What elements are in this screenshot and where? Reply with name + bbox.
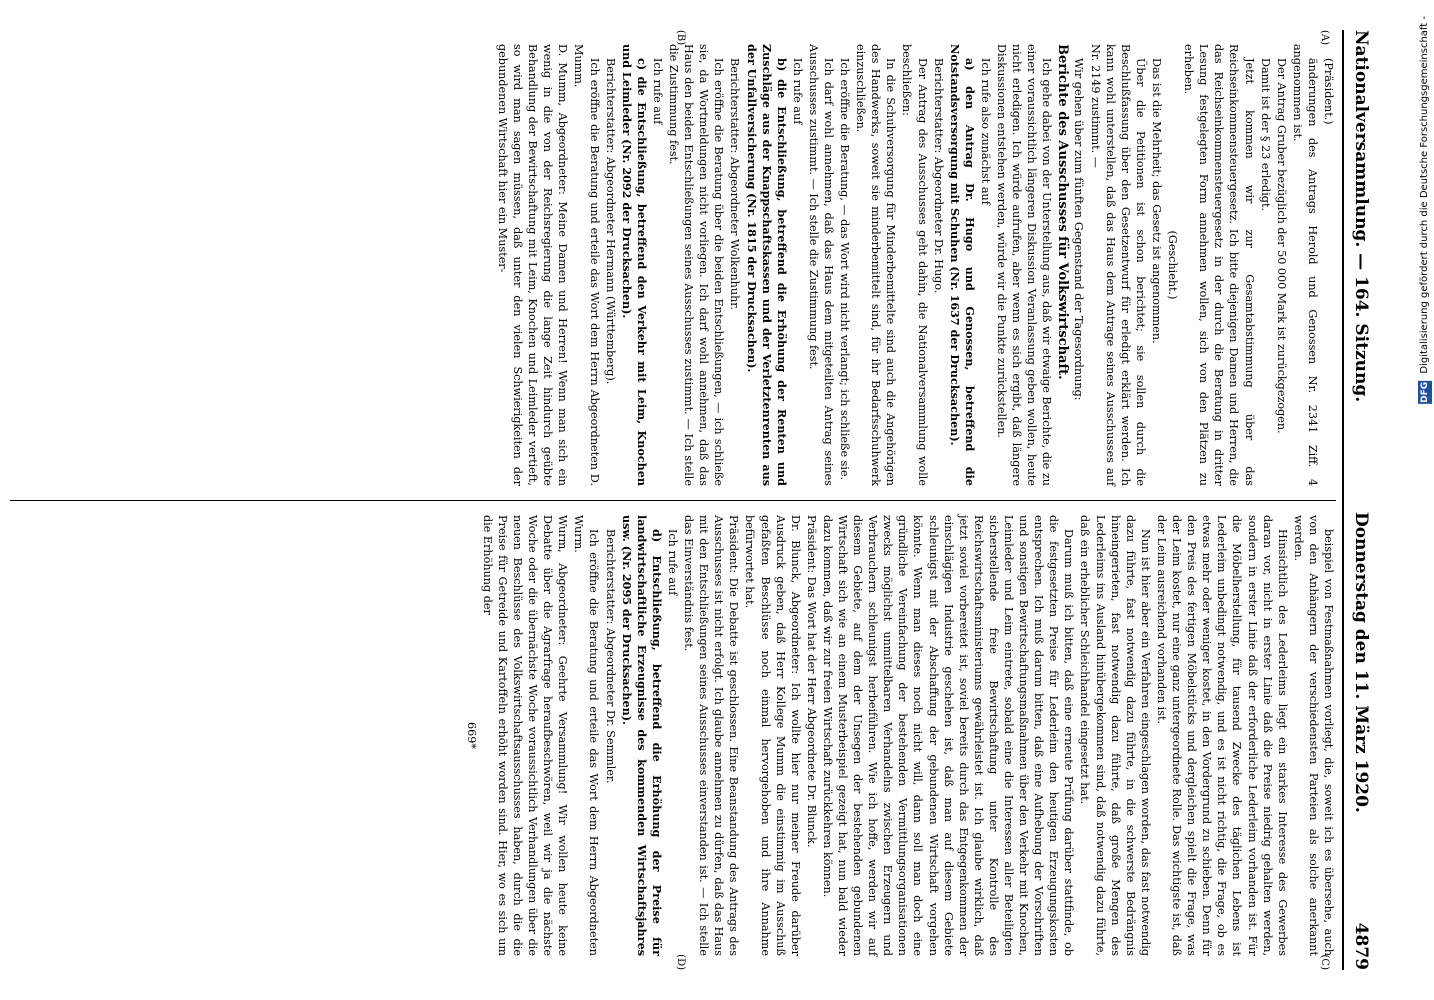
paragraph: Berichte des Ausschusses für Volkswirtschaft. — [1055, 44, 1071, 380]
paragraph: Ich eröffne die Beratung, — das Wort wird nicht verlangt; ich schließe sie. — [838, 58, 852, 481]
paragraph: a) den Antrag Dr. Hugo und Genossen, betreffend die Notstandsversorgung mit Schuhen (Nr. 1637 der Drucksachen). — [947, 44, 977, 486]
paragraph: Berichterstatter: Abgeordneter Hermann (Württemberg). — [603, 58, 617, 385]
paragraph: Ich rufe also zunächst auf — [978, 58, 992, 205]
paragraph: Darum muß ich bitten, daß eine erneute Prüfung darüber stattfinde, ob die festgesetzten Preise für Lederleim den heutigen Erzeugungskosten entsprechen. Ich muß darum bitten, daß eine Aufhebung der Vorschriften und sonstigen Bewirtschaftungsmaßnahmen über den Verkehr mit Knochen, Leimleder und Leim eintrete, sobald eine die Interessen aller Beteiligten sicherstellende freie Bewirtschaftung unter Kontrolle des Reichswirtschaftsministeriums gewährleistet ist. Ich glaube wirklich, daß jetzt soviel vorbereitet ist, soviel bereits durch das Entgegenkommen der einschlägigen Industrie geschehen ist, daß man auf diesem Gebiete schleunigst mit der Abschaffung der gebundenen Wirtschaft vorgehen könnte. Wenn man dieses noch nicht will, dann soll man doch eine gründliche Vereinfachung der bestehenden Vermittlungsorganisationen zwecks möglichst unmittelbaren Verhandelns zwischen Erzeugern und Verbrauchern schleunigst herbeiführen. Wie ich hoffe, werden wir auf diesem Gebiete, auf dem der Unsegen der bestehenden gebundenen Wirtschaft sich wie an einem Musterbeispiel gezeigt hat, nun bald wieder dazu kommen, daß wir zur freien Wirtschaft zurückkehren können. — [820, 515, 1076, 956]
paragraph: Ich rufe auf — [665, 529, 679, 596]
paragraph: In die Schuhversorgung für Minderbemittelte sind auch die Angehörigen des Handwerks, soweit sie minderbemittelt sind, für ihr Bedarfsschuhwerk einzuschließen. — [854, 44, 898, 486]
paragraph: Nun ist hier aber ein Verfahren eingeschlagen worden, das fast notwendig dazu führte, fast notwendig dazu führte, in die schwerste Bedrängnis hineingerieten, fast notwendig dazu führte, daß große Mengen des Lederleims ins Ausland hinübergekommen sind, daß notwendig dazu führte, daß ein erheblicher Schleichhandel eingesetzt hat. — [1078, 515, 1152, 956]
marker-d: (D) — [675, 954, 686, 970]
text-columns — [10, 30, 1336, 970]
paragraph: Ich darf wohl annehmen, daß das Haus dem mitgeteilten Antrag seines Ausschusses zustimmt. — Ich stelle die Zustimmung fest. — [806, 44, 835, 486]
paragraph: Berichterstatter: Abgeordneter Dr. Hugo. — [931, 58, 945, 294]
paragraph: Präsident: Die Debatte ist geschlossen. Eine Beanstandung des Antrags des Ausschusses ist nicht erfolgt. Ich glaube annehmen zu dürfen, daß das Haus mit den Entschließungen seines Ausschusses einverstanden ist. — Ich stelle das Einverständnis fest. — [682, 515, 741, 956]
dfg-logo: DFG — [1420, 381, 1430, 403]
header-left: Nationalversammlung. — 164. Sitzung. — [1351, 30, 1371, 403]
left-column — [10, 30, 1336, 500]
paragraph: (Präsident.) — [1322, 58, 1335, 125]
marker-c: (C) — [1319, 954, 1330, 970]
paragraph: Ich eröffne die Beratung und erteile das Wort dem Herrn Abgeordneten D. Mumm. — [572, 44, 601, 486]
paragraph: 669* — [464, 722, 478, 749]
paragraph: Ich gehe dabei von der Unterstellung aus, daß wir etwaige Berichte, die zu einer voraussichtlich längeren Diskussion Veranlassung geben wollen, heute nicht erledigen. Ich würde aufrufen, aber wenn es sich ergibt, daß längere Diskussionen entstehen werden, würde wir die Punkte zurückstellen. — [995, 44, 1054, 486]
paragraph: Dr. Blunck, Abgeordneter: Ich wollte hier nur meiner Freude darüber Ausdruck geben, daß Herr Kollege Mumm die einstimmig im Ausschuß gefaßten Beschlüsse noch einmal hervorgehoben und ihre Annahme befürwortet hat. — [743, 515, 802, 956]
paragraph: d) Entschließung, betreffend die Erhöhung der Preise für landwirtschaftliche Erzeugnisse des kommenden Wirtschaftsjahres usw. (Nr. 2095 der Drucksachen). — [619, 515, 664, 956]
paragraph: b) die Entschließung, betreffend die Erhöhung der Renten und Zuschläge aus der Knappschaftskassen und der Verletztenrenten aus der Unfallversicherung (Nr. 1815 der Drucksachen). — [744, 44, 789, 486]
paragraph: Der Antrag Gruber bezüglich der 50 000 Mark ist zurückgezogen. — [1274, 58, 1288, 434]
paragraph: Berichterstatter: Abgeordneter Wolkenhuhr. — [728, 58, 742, 310]
right-column — [10, 500, 1336, 970]
paragraph: Über die Petitionen ist schon berichtet; sie sollen durch die Beschlußfassung über den Gesetzentwurf für erledigt erklärt werden. Ich kann wohl unterstellen, daß das Haus dem Antrage seines Ausschusses auf Nr. 2149 zustimmt. — — [1088, 44, 1147, 486]
paragraph: Jetzt kommen wir zur Gesamtabstimmung über das Reichseinkommensteuergesetz. Ich bitte diejenigen Damen und Herren, die das Reichseinkommensteuergesetz in der durch die Beratung in dritter Lesung festgelegten Form annehmen wollen, sich von den Plätzen zu erheben. — [1182, 44, 1256, 486]
dfg-credit: Digitalisierung gefördert durch die Deutsche Forschungsgemeinschaft - — [1419, 16, 1430, 374]
paragraph: c) die Entschließung, betreffend den Verkehr mit Leim, Knochen und Leimleder (Nr. 2092 der Drucksachen). — [619, 44, 649, 486]
marker-b: (B) — [675, 30, 686, 46]
dfg-sidebar — [1418, 16, 1432, 404]
paragraph: Damit ist der § 23 erledigt. — [1258, 58, 1272, 211]
paragraph: Ich eröffne die Beratung über die beiden Entschließungen, — ich schließe sie, da Wortmeldungen nicht vorliegen. Ich darf wohl annehmen, daß das Haus den beiden Entschließungen seines Ausschusses zustimmt. — Ich stelle die Zustimmung fest. — [667, 44, 726, 486]
paragraph: Wurm, Abgeordneter: Geehrte Versammlung! Wir wollen heute keine Debatte über die Agrarfrage heraufbeschwören, weil wir ja die nächste Woche oder die übernächste Woche voraussichtlich Verhandlungen über die neuen Beschlüsse des Volkswirtschaftsausschusses haben, durch die die Preise für Getreide und Kartoffeln erhöht worden sind. Hier, wo es sich um die Erhöhung der — [480, 515, 570, 956]
running-header — [1342, 30, 1378, 970]
header-date: Donnerstag den 11. März 1920. — [1351, 511, 1371, 813]
paragraph: Ich rufe auf — [790, 58, 804, 125]
paragraph: beispiel von Festmaßnahmen vorliegt, die, soweit ich es übersehe, auch von den Anhängern der verschiedensten Parteien als solche anerkannt werden. — [1291, 515, 1335, 956]
paragraph: (Geschieht.) — [1166, 230, 1180, 300]
marker-a: (A) — [1319, 30, 1330, 46]
paragraph: Berichterstatter: Abgeordneter Dr. Semmler. — [603, 529, 617, 784]
paragraph: Wir gehen über zum fünften Gegenstand der Tagesordnung: — [1072, 58, 1086, 401]
paragraph: Der Antrag des Ausschusses geht dahin, die Nationalversammlung wolle beschließen: — [900, 44, 929, 486]
paragraph: Ich rufe auf — [650, 58, 664, 125]
paragraph: änderungen des Antrags Herold und Genossen Nr. 2341 Ziff. 4 angenommen ist. — [1290, 44, 1319, 486]
paragraph: Hinsichtlich des Lederleims liegt ein starkes Interesse des Gewerbes daran vor, nicht in erster Linie daß die Preise niedrig gehalten werden, sondern in erster Linie daß der erforderliche Lederleim vorhanden ist. Für die Möbelherstellung, für tausend Zwecke des täglichen Lebens ist Lederleim unbedingt notwendig, und es ist nicht richtig, die Frage, ob es etwas mehr oder weniger kostet, in den Vordergrund zu schieben. Denn für den Preis des fertigen Möbelstücks und dergleichen spielt die Frage, was der Leim kostet, nur eine ganz untergeordnete Rolle. Das wichtigste ist, daß der Leim ausreichend vorhanden ist. — [1154, 515, 1289, 956]
paragraph: Ich eröffne die Beratung und erteile das Wort dem Herrn Abgeordneten Wurm. — [572, 515, 601, 956]
paragraph: Das ist die Mehrheit; das Gesetz ist angenommen. — [1149, 58, 1163, 344]
paragraph: Präsident: Das Wort hat der Herr Abgeordnete Dr. Blunck. — [804, 515, 818, 848]
page-number: 4879 — [1351, 922, 1371, 970]
paragraph: D. Mumm, Abgeordneter: Meine Damen und Herren! Wenn man sich ein wenig in die von der Reichsregierung die lange Zeit hindurch geübte Behandlung der Bewirtschaftung mit Leim, Knochen und Leimleder vertieft, so wird man sagen müssen, daß unter den vielen Schwierigkeiten der gebundenen Wirtschaft hier ein Muster- — [496, 44, 570, 486]
